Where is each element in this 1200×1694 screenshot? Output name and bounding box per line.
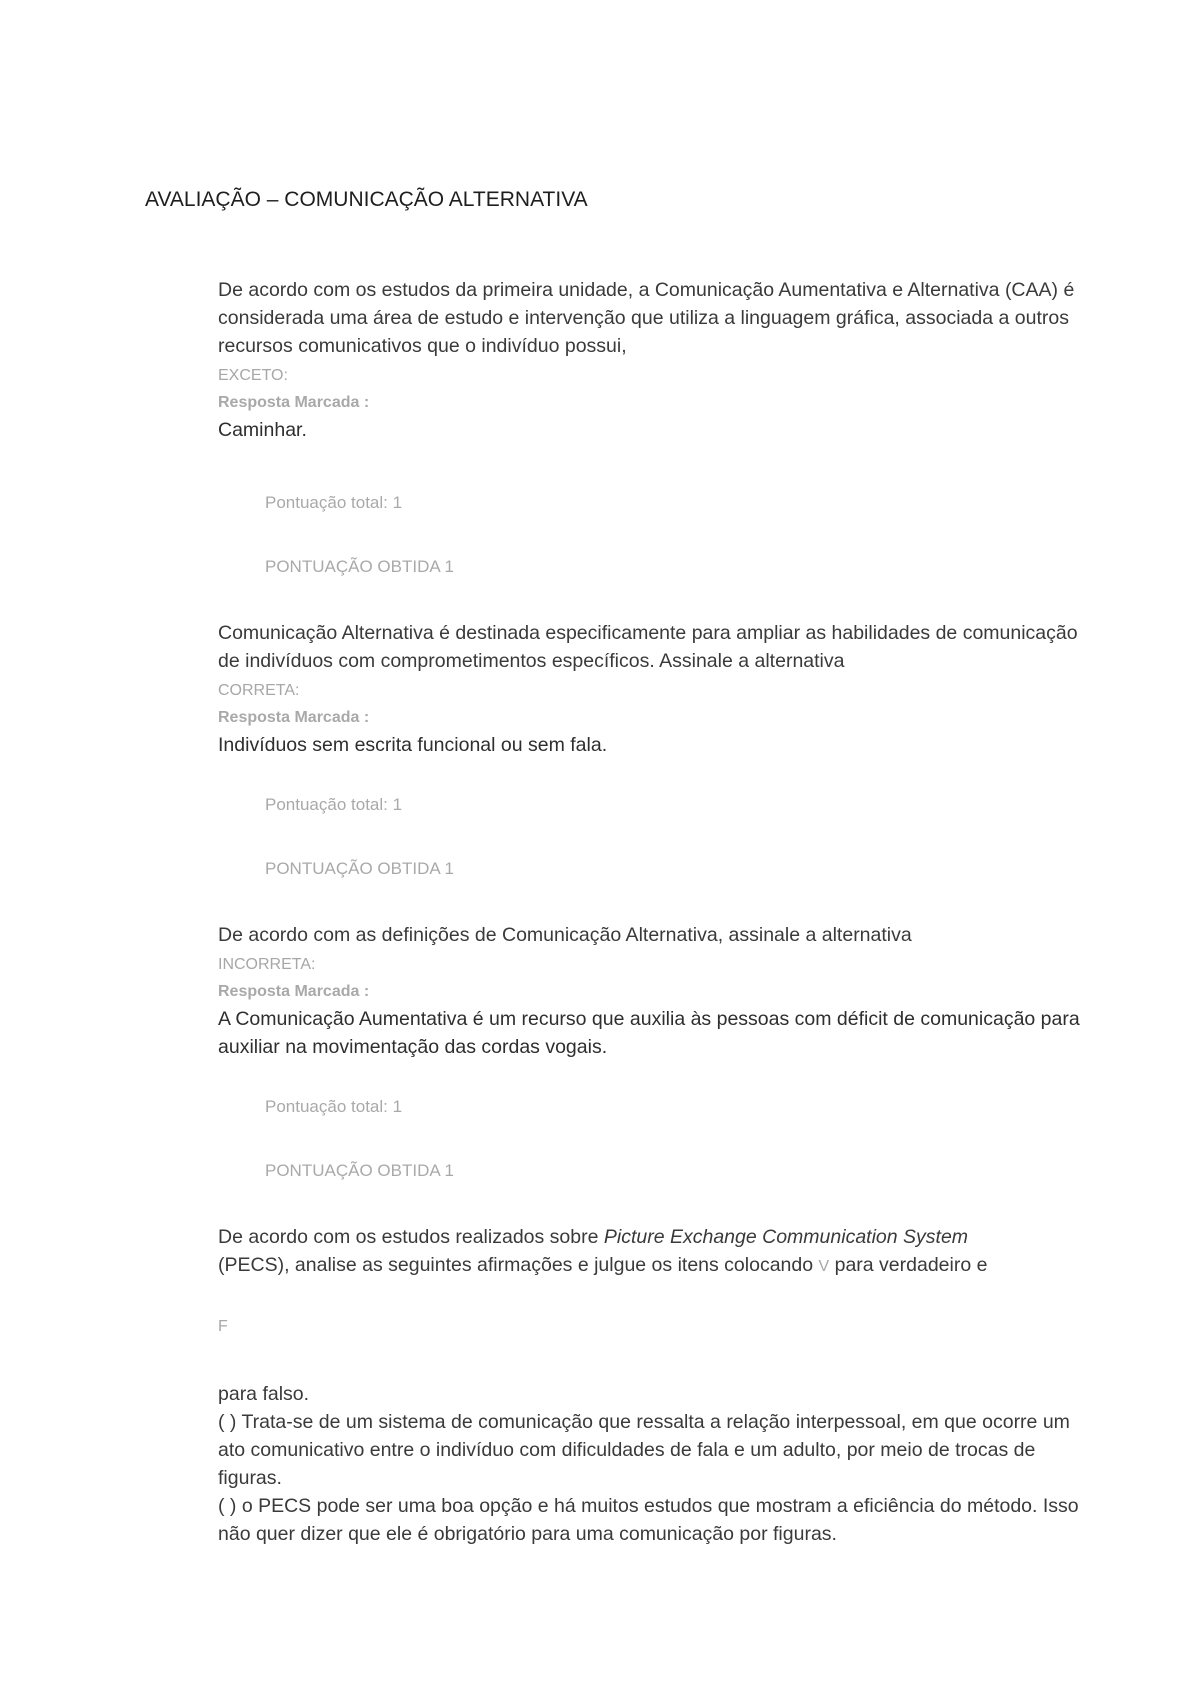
- question-1-answer: Caminhar.: [218, 419, 307, 441]
- question-1-keyword: EXCETO: [218, 367, 284, 384]
- question-3-text: De acordo com as definições de Comunicação Alternativa, assinale a alternativa INCORRETA:: [218, 924, 912, 973]
- false-label: para falso.: [218, 1383, 310, 1405]
- question-2-keyword: CORRETA: [218, 682, 296, 699]
- question-2: [218, 619, 1098, 759]
- question-3-keyword: INCORRETA: [218, 956, 312, 973]
- statement-1: ( ) Trata-se de um sistema de comunicação que ressalta a relação interpessoal, em que ocorre um ato comunicativo entre o indivíduo com dificuldades de fala e um adulto, por meio de trocas de figuras.: [218, 1411, 1070, 1489]
- false-marker: F: [218, 1318, 228, 1335]
- page-title: AVALIAÇÃO – COMUNICAÇÃO ALTERNATIVA: [145, 188, 588, 211]
- obtained-score: PONTUAÇÃO OBTIDA 1: [265, 557, 454, 576]
- question-2-text: Comunicação Alternativa é destinada especificamente para ampliar as habilidades de comunicação de indivíduos com comprometimentos específicos. Assinale a alternativa CORRETA:: [218, 622, 1078, 699]
- question-3-answer: A Comunicação Aumentativa é um recurso que auxilia às pessoas com déficit de comunicação para auxiliar na movimentação das cordas vogais.: [218, 1008, 1080, 1058]
- question-2-answer: Indivíduos sem escrita funcional ou sem fala.: [218, 734, 608, 756]
- total-score: Pontuação total: 1: [265, 1097, 403, 1116]
- question-1-text: De acordo com os estudos da primeira unidade, a Comunicação Aumentativa e Alternativa (CAA) é considerada uma área de estudo e intervenção que utiliza a linguagem gráfica, associada a outros recursos comunicativos que o indivíduo possui, EXCETO:: [218, 279, 1075, 384]
- statement-2: ( ) o PECS pode ser uma boa opção e há muitos estudos que mostram a eficiência do método. Isso não quer dizer que ele é obrigatório para uma comunicação por figuras.: [218, 1495, 1079, 1545]
- answer-label: Resposta Marcada :: [218, 709, 370, 726]
- obtained-score: PONTUAÇÃO OBTIDA 1: [265, 1161, 454, 1180]
- obtained-score: PONTUAÇÃO OBTIDA 1: [265, 859, 454, 878]
- answer-label: Resposta Marcada :: [218, 983, 370, 1000]
- total-score: Pontuação total: 1: [265, 795, 403, 814]
- true-marker: V: [818, 1258, 830, 1275]
- question-1: [218, 276, 1098, 444]
- answer-label: Resposta Marcada :: [218, 394, 370, 411]
- question-4-intro: De acordo com os estudos realizados sobre Picture Exchange Communication System (PECS), analise as seguintes afirmações e julgue os itens colocando V para verdadeiro e: [218, 1226, 988, 1276]
- question-4-items: [218, 1380, 1098, 1548]
- pecs-full-name: Picture Exchange Communication System: [603, 1226, 969, 1248]
- total-score: Pontuação total: 1: [265, 493, 403, 512]
- question-3: [218, 921, 1098, 1061]
